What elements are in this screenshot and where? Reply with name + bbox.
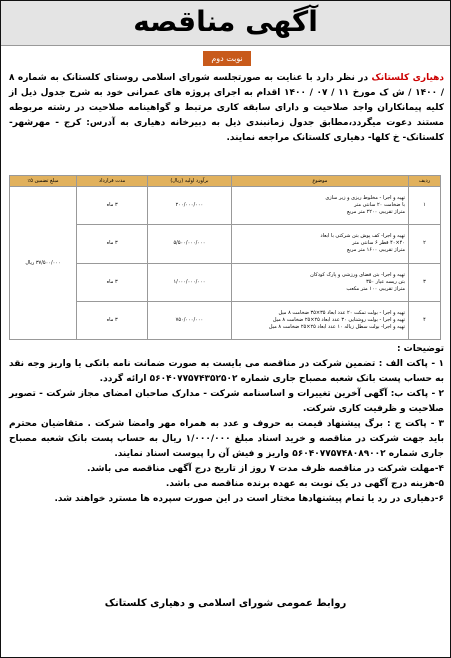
row-duration: ۳ ماه [77,301,148,339]
header-duration: مدت قرارداد [77,176,148,187]
subject-line: ۴۰×۴۰ قطر ۶ سانتی متر [352,240,406,247]
notes-heading: توضیحات : [396,344,444,354]
row-number: ۲ [409,225,441,263]
row-subject [231,187,408,225]
row-subject [231,301,408,339]
subject-line: تهیه و اجرا - بولت روشنایی ۳۰ عدد ابعاد ۲۵×۲۵ ضخامت ۸ میل [272,316,406,323]
subject-line: با ضخامت ۲۰ سانتی متر [354,202,406,209]
notice-title: آگهی مناقصه [133,5,318,38]
note-item: ۵-هزینه درج آگهی در یک نوبت به عهده برنده مناقصه می باشد. [165,479,444,489]
note-item: ۲ - پاکت ب: آگهی آخرین تغییرات و اساسنامه شرکت - مدارک صاحبان امضای مجاز شرکت - تصویر صلاحیت و ظرفیت کاری شرکت. [9,389,444,414]
row-subject [231,263,408,301]
intro-text: در نظر دارد با عنایت به صورتجلسه شورای اسلامی روستای کلستانک به شماره ۸ / ۱۴۰۰ / ش ک مورخ ۱۱ / ۰۷ / ۱۴۰۰ اقدام به اجرای پروژه های عمرانی خود به شرح جدول ذیل از کلیه پیمانکاران واجد صلاحیت و دارای سابقه کاری مرتبط و گواهینامه صلاحیت در رشته مربوطه مستند دعوت میگردد،مطابق جدول زمانبندی ذیل به دبیرخانه دهیاری به آدرس: کرج - مهرشهر- کلستانک- خ کلها- دهیاری کلستانک مراجعه نمایند. [9,73,444,143]
projects-table [9,175,441,340]
header-budget: برآورد اولیه (ریال) [148,176,232,187]
row-number: ۱ [409,187,441,225]
note-item: ۶-دهیاری در رد یا تمام پیشنهادها مختار است در این صورت سپرده ها مسترد خواهند شد. [54,494,444,504]
round-badge: نوبت دوم [203,51,251,66]
row-number: ۳ [409,263,441,301]
row-duration: ۳ ماه [77,263,148,301]
subject-line: متراژ تقریبی ۱۰۰ متر مکعب [346,285,406,292]
header-guarantee: مبلغ تضمین ۵٪ [10,176,77,187]
subject-line: تهیه و اجرا- بتن فضای ورزشی و پارک کودکان [310,271,406,278]
row-budget: ۷۵۰/۰۰۰/۰۰۰ [148,301,232,339]
table-row [10,187,441,225]
header-row-number: ردیف [409,176,441,187]
note-item: ۱ - پاکت الف : تضمین شرکت در مناقصه می بایست به صورت ضمانت نامه بانکی یا واریز وجه نقد به حساب پست بانک شعبه مصباح جاری شماره ۵۶۰۴۰۷۷۵۷۴۳۵۲۵۰۲ ارائه گردد. [9,359,444,384]
table-header-row [10,176,441,187]
subject-line: تهیه و اجرا- بولت سطل زباله ۱۰ عدد ابعاد ۲۵×۲۵ ضخامت ۸ میل [268,323,406,330]
row-budget: ۲۰۰/۰۰۰/۰۰۰ [148,187,232,225]
subject-line: بتن ریسه عیار ۳۵۰ [366,278,406,285]
row-subject [231,225,408,263]
header-subject: موضوع [231,176,408,187]
footer-signature: روابط عمومی شورای اسلامی و دهیاری کلستانک [104,598,347,609]
organization-name: دهیاری کلستانک [371,73,444,83]
guarantee-amount: ۳۷/۵۰۰/۰۰۰ ریال [10,187,77,340]
notes-section [9,342,444,507]
note-item: ۳ - پاکت ج : برگ پیشنهاد قیمت به حروف و عدد به همراه مهر وامضا شرکت . متقاضیان محترم باید جهت شرکت در مناقصه و خرید اسناد مبلغ ۱/۰۰۰/۰۰۰ ریال به حساب پست بانک شعبه مصباح جاری شماره ۵۶۰۴۰۷۷۵۷۴۸۰۸۹۰۰۲ واریز و فیش آن را پیوست اسناد نمایند. [9,419,444,459]
subject-line: متراژ تقریبی ۱۶۰۰ متر مربع [346,247,406,254]
subject-line: تهیه و اجرا - بولت تمکت ۲۰ عدد ابعاد ۳۵×۳۵ ضخامت ۸ میل [278,309,406,316]
note-item: ۴-مهلت شرکت در مناقصه ظرف مدت ۷ روز از تاریخ درج آگهی مناقصه می باشد. [87,464,444,474]
row-duration: ۳ ماه [77,225,148,263]
row-duration: ۳ ماه [77,187,148,225]
title-bar [1,1,450,46]
subject-line: متراژ تقریبی ۲۲۰۰ متر مربع [346,209,406,216]
intro-paragraph [9,71,444,146]
row-budget: ۱/۰۰۰/۰۰۰/۰۰۰ [148,263,232,301]
row-number: ۴ [409,301,441,339]
subject-line: تهیه و اجرا - مخلوط ریزی و زیر سازی [325,195,406,202]
row-budget: ۵/۵۰۰/۰۰۰/۰۰۰ [148,225,232,263]
subject-line: تهیه و اجرا- کف پوش بتن شرکتی با ابعاد [320,233,406,240]
